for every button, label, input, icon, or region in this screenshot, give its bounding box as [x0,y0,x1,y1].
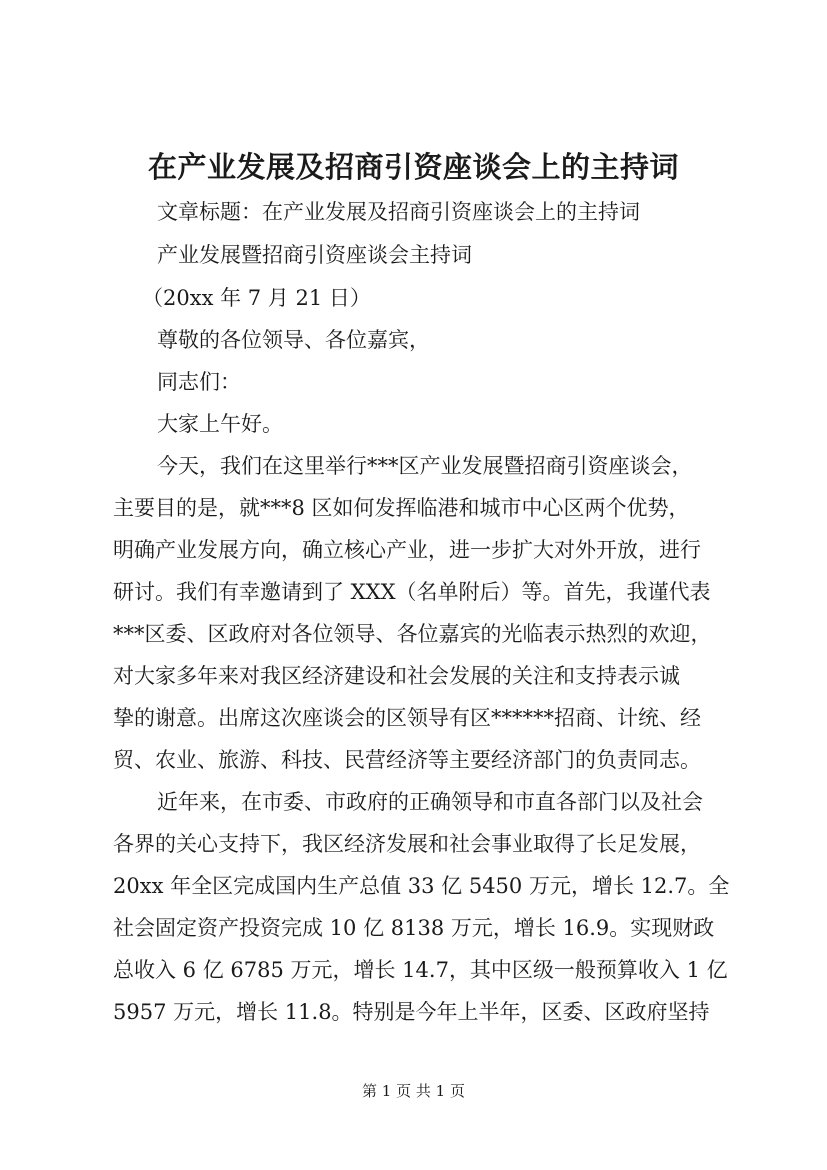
greeting-line: 大家上午好。 [157,412,283,436]
paragraph-line: 主要目的是，就***8 区如何发挥临港和城市中心区两个优势， [113,496,690,520]
document-title: 在产业发展及招商引资座谈会上的主持词 [147,150,679,184]
paragraph-line: 近年来，在市委、市政府的正确领导和市直各部门以及社会 [157,790,703,814]
paragraph-line: 贸、农业、旅游、科技、民营经济等主要经济部门的负责同志。 [113,748,701,772]
paragraph-line: 社会固定资产投资完成 10 亿 8138 万元，增长 16.9。实现财政 [113,916,715,940]
date-line: （20xx 年 7 月 21 日） [142,286,371,310]
subtitle-line: 产业发展暨招商引资座谈会主持词 [157,243,472,267]
paragraph-line: 对大家多年来对我区经济建设和社会发展的关注和支持表示诚 [113,664,680,688]
paragraph-line: 明确产业发展方向，确立核心产业，进一步扩大对外开放，进行 [113,538,701,562]
paragraph-line: 总收入 6 亿 6785 万元，增长 14.7，其中区级一般预算收入 1 亿 [113,958,728,982]
paragraph-line: 各界的关心支持下，我区经济发展和社会事业取得了长足发展， [113,832,701,856]
paragraph-line: 研讨。我们有幸邀请到了 XXX（名单附后）等。首先，我谨代表 [113,580,711,604]
salutation-line: 尊敬的各位领导、各位嘉宾， [157,328,430,352]
paragraph-line: ***区委、区政府对各位领导、各位嘉宾的光临表示热烈的欢迎， [113,622,712,646]
article-title-line: 文章标题：在产业发展及招商引资座谈会上的主持词 [157,200,640,224]
paragraph-line: 5957 万元，增长 11.8。特别是今年上半年，区委、区政府坚持 [113,1000,710,1024]
comrades-line: 同志们： [157,370,241,394]
page-footer: 第 1 页 共 1 页 [362,1082,465,1100]
paragraph-line: 20xx 年全区完成国内生产总值 33 亿 5450 万元，增长 12.7。全 [113,874,730,898]
paragraph-line: 挚的谢意。出席这次座谈会的区领导有区******招商、计统、经 [113,706,701,730]
paragraph-line: 今天，我们在这里举行***区产业发展暨招商引资座谈会， [157,454,693,478]
